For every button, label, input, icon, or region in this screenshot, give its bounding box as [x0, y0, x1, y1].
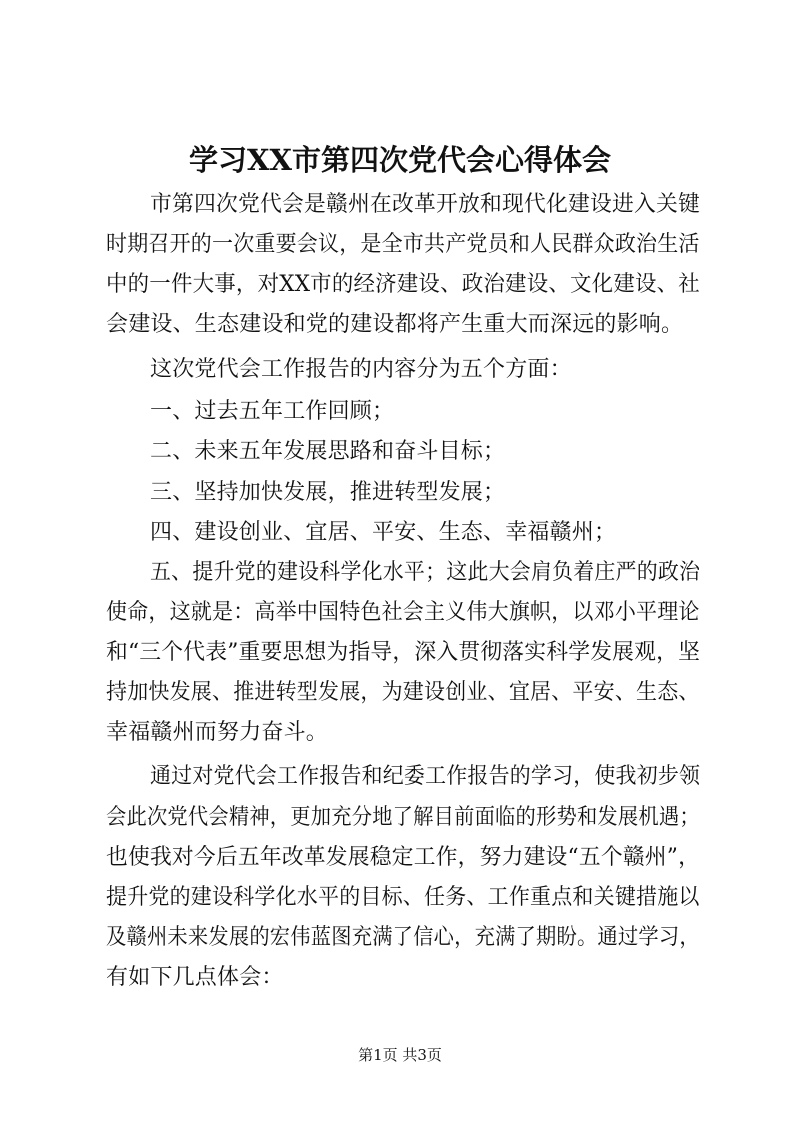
body-line: 二、未来五年发展思路和奋斗目标； — [150, 439, 506, 464]
body-line: 提升党的建设科学化水平的目标、任务、工作重点和关键措施以 — [106, 885, 700, 910]
body-line: 通过对党代会工作报告和纪委工作报告的学习，使我初步领 — [150, 764, 701, 789]
body-line: 幸福赣州而努力奋斗。 — [106, 720, 329, 745]
body-line: 持加快发展、推进转型发展，为建设创业、宜居、平安、生态、 — [106, 680, 700, 705]
body-line: 时期召开的一次重要会议，是全市共产党员和人民群众政治生活 — [106, 232, 700, 257]
body-line: 也使我对今后五年改革发展稳定工作，努力建设“五个赣州”， — [106, 845, 701, 870]
body-line: 使命，这就是：高举中国特色社会主义伟大旗帜，以邓小平理论 — [106, 600, 700, 625]
body-line: 会此次党代会精神，更加充分地了解目前面临的形势和发展机遇； — [106, 805, 700, 830]
body-line: 中的一件大事，对XX市的经济建设、政治建设、文化建设、社 — [106, 272, 700, 297]
body-line: 这次党代会工作报告的内容分为五个方面： — [150, 357, 572, 382]
page-number-footer: 第1页 共3页 — [358, 1046, 442, 1064]
document-title: 学习XX市第四次党代会心得体会 — [188, 143, 611, 177]
body-line: 会建设、生态建设和党的建设都将产生重大而深远的影响。 — [106, 312, 684, 337]
body-line: 五、提升党的建设科学化水平；这此大会肩负着庄严的政治 — [150, 560, 701, 585]
body-line: 有如下几点体会： — [106, 965, 284, 990]
body-line: 三、坚持加快发展，推进转型发展； — [150, 480, 506, 505]
body-line: 一、过去五年工作回顾； — [150, 399, 395, 424]
body-line: 市第四次党代会是赣州在改革开放和现代化建设进入关键 — [150, 192, 701, 217]
body-line: 四、建设创业、宜居、平安、生态、幸福赣州； — [150, 520, 617, 545]
body-line: 和“三个代表”重要思想为指导，深入贯彻落实科学发展观，坚 — [106, 640, 701, 665]
body-line: 及赣州未来发展的宏伟蓝图充满了信心，充满了期盼。通过学习， — [106, 925, 700, 950]
